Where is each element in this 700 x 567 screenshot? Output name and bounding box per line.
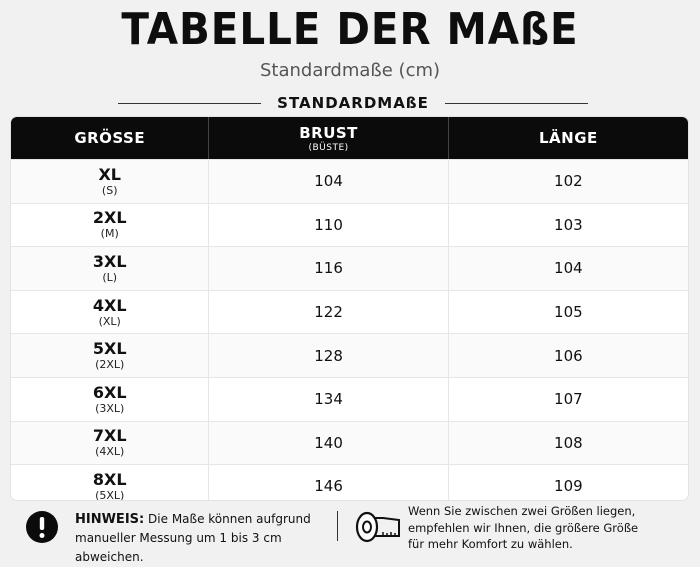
size-main: 3XL: [92, 251, 127, 271]
header-size-label: GRÖSSE: [74, 129, 146, 147]
size-main: 7XL: [92, 426, 127, 446]
size-main: 5XL: [92, 339, 127, 359]
size-table: [11, 117, 688, 500]
table-row: [11, 159, 688, 203]
size-alt: (XL): [98, 314, 121, 328]
hint-text-2: manueller Messung um 1 bis 3 cm abweichen.: [75, 531, 282, 564]
table-row: [11, 377, 688, 421]
length-cell: 105: [554, 303, 583, 322]
hint-note: [75, 510, 335, 567]
chest-cell: 104: [209, 160, 448, 203]
measuring-tape-icon: [355, 508, 401, 544]
size-alt: (L): [102, 270, 118, 284]
table-header: [11, 117, 688, 159]
size-main: 2XL: [92, 208, 127, 228]
size-alt: (5XL): [95, 488, 125, 500]
table-row: [11, 203, 688, 247]
page-subtitle: Standardmaße (cm): [259, 60, 441, 81]
size-cell: [11, 204, 209, 247]
table-row: [11, 421, 688, 465]
length-cell: 106: [554, 346, 583, 365]
size-cell: [11, 160, 209, 203]
footer-divider: [337, 511, 338, 541]
section-header: [118, 92, 588, 114]
chest-cell: 110: [209, 204, 448, 247]
table-body: [11, 159, 688, 500]
size-cell: [11, 291, 209, 334]
length-cell: 102: [554, 172, 583, 191]
table-row: [11, 246, 688, 290]
tip-line-1: Wenn Sie zwischen zwei Größen liegen,: [408, 504, 636, 518]
table-row: [11, 333, 688, 377]
header-length: [449, 117, 688, 159]
size-main: 6XL: [92, 382, 127, 402]
tip-line-3: für mehr Komfort zu wählen.: [408, 537, 573, 551]
size-cell: [11, 465, 209, 500]
page-title: TABELLE DER MAßE: [121, 4, 579, 55]
size-alt: (S): [101, 183, 118, 197]
chest-cell: 128: [209, 334, 448, 377]
length-cell: 103: [554, 215, 583, 234]
tip-line-2: empfehlen wir Ihnen, die größere Größe: [408, 520, 639, 535]
size-main: 8XL: [92, 469, 127, 489]
length-cell: 107: [554, 390, 583, 409]
chest-cell: 122: [209, 291, 448, 334]
size-cell: [11, 422, 209, 465]
length-cell: 109: [554, 477, 583, 496]
header-chest: [209, 117, 448, 159]
hint-text-1: Die Maße können aufgrund: [148, 512, 311, 526]
table-row: [11, 290, 688, 334]
size-alt: (4XL): [95, 445, 125, 459]
section-line-right: [445, 103, 588, 104]
footer: [11, 503, 688, 564]
size-cell: [11, 247, 209, 290]
length-cell: 104: [554, 259, 583, 278]
section-line-left: [118, 103, 261, 104]
header-length-label: LÄNGE: [538, 129, 598, 147]
size-alt: (M): [100, 227, 119, 241]
header-size: [11, 117, 209, 159]
chest-cell: 134: [209, 378, 448, 421]
header-chest-label: BRUST: [299, 123, 358, 142]
table-row: [11, 464, 688, 500]
size-alt: (3XL): [95, 401, 125, 415]
chest-cell: 140: [209, 422, 448, 465]
chest-cell: 116: [209, 247, 448, 290]
section-label: STANDARDMAßE: [277, 94, 429, 112]
size-cell: [11, 378, 209, 421]
exclamation-circle-icon: [25, 510, 59, 544]
length-cell: 108: [554, 433, 583, 452]
size-alt: (2XL): [95, 358, 125, 372]
header-chest-sub: (BÜSTE): [308, 142, 349, 153]
size-tip: [408, 503, 688, 553]
chest-cell: 146: [209, 465, 448, 500]
size-main: XL: [98, 164, 121, 184]
size-main: 4XL: [92, 295, 127, 315]
hint-label: HINWEIS:: [75, 512, 145, 527]
size-cell: [11, 334, 209, 377]
